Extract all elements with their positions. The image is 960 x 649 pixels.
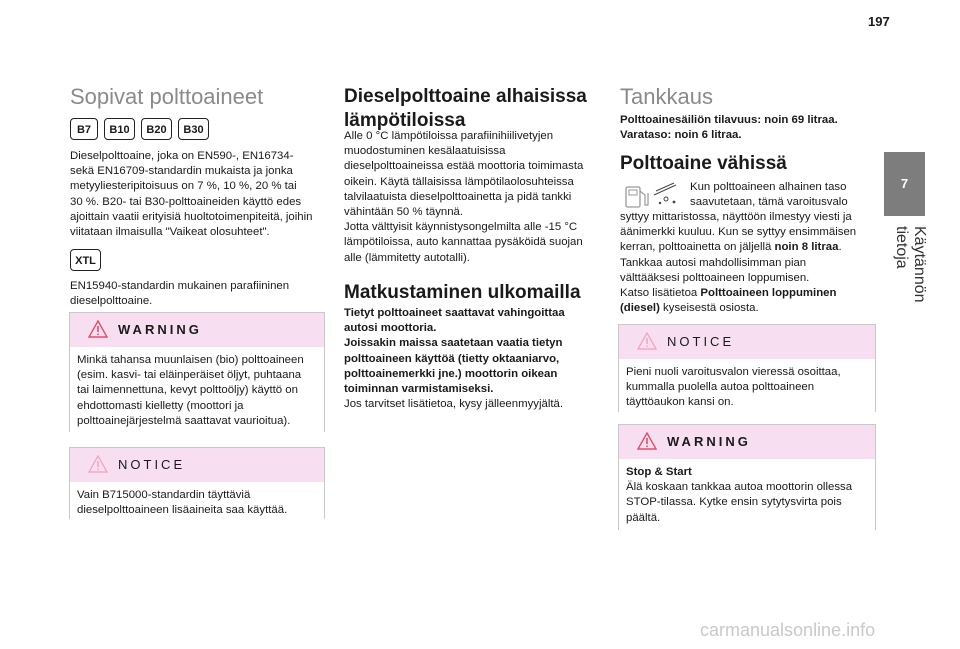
warning-callout <box>618 424 876 530</box>
text-line: saavutetaan, tämä varoitusvalo <box>690 196 848 209</box>
text-line: metyyliesteripitoisuus on 7 %, 10 %, 20 % tai <box>70 180 297 193</box>
callout-label: WARNING <box>667 434 751 449</box>
text-line: Vain B715000-standardin täyttäviä <box>77 489 251 501</box>
text-line: alle (lämmitetty autotalli). <box>344 251 470 264</box>
fuel-pump-icon <box>622 181 684 209</box>
diesel-paragraph <box>344 129 604 266</box>
chapter-tab[interactable]: 7 <box>884 152 925 216</box>
text-line: Kun polttoaineen alhainen taso <box>690 181 847 193</box>
section-title-abroad: Matkustaminen ulkomailla <box>344 282 581 303</box>
callout-subtitle: Stop & Start <box>626 466 692 478</box>
text-line: Varataso: noin 6 litraa. <box>620 129 742 142</box>
text-line: ehdottomasti kielletty (moottori ja <box>77 399 244 412</box>
warning-triangle-icon <box>637 432 657 450</box>
notice-triangle-icon <box>637 332 657 350</box>
title-line: Dieselpolttoaine alhaisissa <box>344 86 587 107</box>
text-line <box>620 240 882 255</box>
text-line: Polttoainesäiliön tilavuus: noin 69 litraa. <box>620 114 838 126</box>
chapter-title-container <box>892 226 928 346</box>
text-line: oikein. Käytä tällaisissa lämpötilaolosuhteissa <box>344 175 574 188</box>
fuel-badge-b10: B10 <box>104 118 135 140</box>
callout-label: NOTICE <box>667 334 735 349</box>
notice-callout <box>69 447 325 519</box>
callout-header <box>70 448 324 482</box>
callout-header <box>619 325 875 359</box>
fuel-badge-b20: B20 <box>141 118 172 140</box>
callout-header <box>619 425 875 459</box>
callout-body <box>70 482 324 524</box>
text-line: polttoainemerkki jne.) moottorin oikean <box>344 367 558 380</box>
text-span: kerran, polttoainetta on jäljellä <box>620 241 775 254</box>
text-line: Tankkaa autosi mahdollisimman pian <box>620 256 807 269</box>
text-line: polttoainejärjestelmä saattavat vaurioitua). <box>77 414 291 427</box>
text-line: polttoaineen käyttöä (tietty oktaaniarvo, <box>344 352 560 365</box>
callout-label: WARNING <box>118 322 202 337</box>
section-title: Tankkaus <box>620 84 713 109</box>
text-line: toiminnan varmistamiseksi. <box>344 383 494 396</box>
abroad-paragraph: Jos tarvitset lisätietoa, kysy jälleenmyyjältä. <box>344 398 564 410</box>
text-line: Tietyt polttoaineet saattavat vahingoittaa <box>344 307 565 319</box>
text-link: Polttoaineen loppuminen <box>700 287 837 300</box>
callout-body <box>619 359 875 417</box>
text-line: viitataan ilmaisulla "Vaikeat olosuhteet". <box>70 226 270 239</box>
text-span: kyseisestä osiosta. <box>659 302 759 315</box>
capacity-paragraph <box>620 113 880 143</box>
callout-body <box>619 459 875 535</box>
text-line: Jotta välttyisit käynnistysongelmilta alle -15 °C <box>344 221 578 234</box>
text-line: muodostuminen kesälaatuisissa <box>344 145 506 158</box>
watermark: carmanualsonline.info <box>700 620 876 640</box>
fuel-paragraph <box>70 149 330 240</box>
text-line: (esim. kasvi- tai eläinperäiset öljyt, puhtaana <box>77 369 302 382</box>
text-line: kummalla puolella autoa polttoaineen <box>626 381 815 394</box>
text-line: 30 %. B20- tai B30-polttoaineiden käyttö edes <box>70 195 302 208</box>
text-line: välttääksesi polttoaineen loppumisen. <box>620 271 810 284</box>
text-line: syttyy mittaristossa, näyttöön ilmestyy viesti ja <box>620 211 852 223</box>
abroad-bold-paragraph <box>344 306 604 397</box>
text-line: EN15940-standardin mukainen parafiininen <box>70 280 290 292</box>
text-line: sekä EN16709-standardin mukaista ja jonka <box>70 165 293 178</box>
low-fuel-paragraph <box>620 210 882 316</box>
text-line: Älä koskaan tankkaa autoa moottorin ollessa <box>626 481 853 494</box>
fuel-badges <box>70 118 209 140</box>
text-line: Pieni nuoli varoitusvalon vieressä osoittaa, <box>626 366 841 378</box>
text-line: ajoittain vaatii erityisiä huoltotoimenpiteitä, joihin <box>70 210 313 223</box>
text-line: täyttöaukon kansi on. <box>626 396 734 409</box>
text-line: lämpötiloissa, auto kannattaa pysäköidä suojan <box>344 236 583 249</box>
text-span: . <box>838 241 842 254</box>
text-line: Minkä tahansa muunlaisen (bio) polttoaineen <box>77 354 304 366</box>
low-fuel-icon-text <box>690 180 880 210</box>
text-line: dieselpolttoaineissa estää moottoria toimimasta <box>344 160 584 173</box>
text-line: päältä. <box>626 511 661 524</box>
text-line: Alle 0 °C lämpötiloissa parafiinihiilivetyjen <box>344 130 554 142</box>
notice-triangle-icon <box>88 455 108 473</box>
text-line: dieselpolttoaineen lisäaineita saa käyttää. <box>77 504 288 517</box>
text-span-bold: noin 8 litraa <box>774 241 839 254</box>
text-line: tai laimennettuna, kevyt polttoöljy) käyttö on <box>77 384 298 397</box>
text-line: dieselpolttoaine. <box>70 295 153 308</box>
text-line <box>620 286 882 301</box>
section-title <box>344 85 587 133</box>
warning-callout <box>69 312 325 432</box>
fuel-badge-xtl: XTL <box>70 249 101 271</box>
callout-body <box>70 347 324 437</box>
text-line: STOP-tilassa. Kytke ensin sytytysvirta pois <box>626 496 842 509</box>
callout-label: NOTICE <box>118 457 186 472</box>
page-number: 197 <box>868 14 890 29</box>
warning-triangle-icon <box>88 320 108 338</box>
section-title: Sopivat polttoaineet <box>70 84 264 109</box>
title-line: lämpötiloissa <box>344 110 466 131</box>
text-line <box>620 301 882 316</box>
text-line: Dieselpolttoaine, joka on EN590-, EN16734- <box>70 150 294 162</box>
fuel-badge-b7: B7 <box>70 118 98 140</box>
text-line: talvilaatuista dieselpolttoainetta ja pidä tankki <box>344 190 572 203</box>
callout-header <box>70 313 324 347</box>
text-span: Katso lisätietoa <box>620 287 701 300</box>
text-line: autosi moottoria. <box>344 322 437 335</box>
chapter-title: Käytännön tietoja <box>893 226 928 303</box>
fuel-badge-b30: B30 <box>178 118 209 140</box>
text-line: Joissakin maissa saatetaan vaatia tietyn <box>344 337 563 350</box>
text-link: (diesel) <box>620 302 660 315</box>
notice-callout <box>618 324 876 412</box>
xtl-paragraph <box>70 279 330 309</box>
text-line: äänimerkki kuuluu. Kun se syttyy ensimmäisen <box>620 226 857 239</box>
section-title-low-fuel: Polttoaine vähissä <box>620 153 787 174</box>
text-line: vähintään 50 % täynnä. <box>344 206 464 219</box>
